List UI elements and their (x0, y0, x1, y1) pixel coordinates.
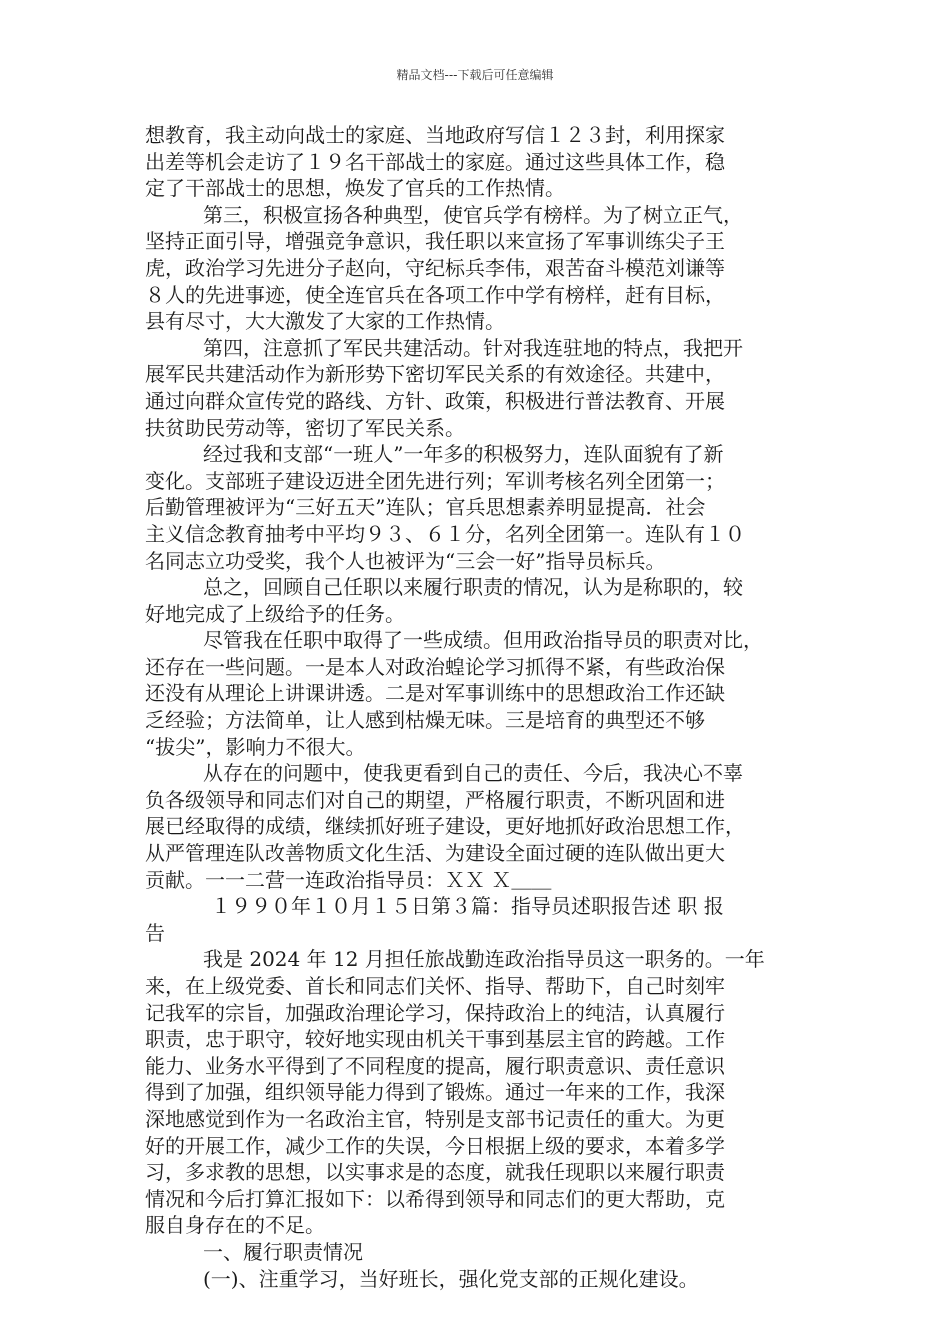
text-line: 能力、业务水平得到了不同程度的提高，履行职责意识、责任意识 (145, 1053, 725, 1078)
text-line: 想教育，我主动向战士的家庭、当地政府写信１２３封，利用探家 (145, 123, 725, 147)
text-line: 好地完成了上级给予的任务。 (145, 601, 405, 626)
text-line: 我是 2024 年 12 月担任旅战勤连政治指导员这一职务的。一年 (203, 947, 765, 972)
text-line: 深地感觉到作为一名政治主官，特别是支部书记责任的重大。为更 (145, 1106, 725, 1131)
text-line: 第三，积极宣扬各种典型，使官兵学有榜样。为了树立正气， (203, 202, 743, 227)
text-line: 名同志立功受奖，我个人也被评为“三会一好”指导员标兵。 (145, 548, 666, 573)
document-body (145, 122, 815, 1292)
text-line: 得到了加强，组织领导能力得到了锻炼。通过一年来的工作，我深 (145, 1080, 725, 1105)
text-line: 负各级领导和同志们对自己的期望，严格履行职责，不断巩固和进 (145, 787, 725, 812)
text-line: 坚持正面引导，增强竞争意识，我任职以来宣扬了军事训练尖子王 (145, 229, 725, 254)
text-line: 服自身存在的不足。 (145, 1213, 325, 1238)
text-line: 来，在上级党委、首长和同志们关怀、指导、帮助下，自己时刻牢 (145, 974, 725, 998)
text-line: 情况和今后打算汇报如下：以希得到领导和同志们的更大帮助，克 (145, 1186, 725, 1211)
text-line: 贡献。一一二营一连政治指导员：ＸＸ Ｘ＿＿ (145, 867, 552, 892)
text-line: 尽管我在任职中取得了一些成绩。但用政治指导员的职责对比， (203, 628, 763, 653)
text-line: 变化。支部班子建设迈进全团先进行列；军训考核名列全团第一； (145, 468, 725, 493)
text-line: 职责，忠于职守，较好地实现由机关干事到基层主官的跨越。工作 (145, 1027, 725, 1052)
text-line: 从存在的问题中，使我更看到自己的责任、今后，我决心不辜 (203, 761, 743, 786)
text-line: 告 (145, 920, 165, 945)
text-line: 通过向群众宣传党的路线、方针、政策，积极进行普法教育、开展 (145, 388, 725, 413)
text-line: 一、履行职责情况 (203, 1239, 363, 1264)
text-line: 后勤管理被评为“三好五天”连队；官兵思想素养明显提高．社会 (145, 495, 706, 520)
text-line: 总之，回顾自己任职以来履行职责的情况，认为是称职的，较 (203, 575, 743, 600)
text-line: 经过我和支部“一班人”一年多的积极努力，连队面貌有了新 (203, 442, 724, 467)
text-line: ８人的先进事迹，使全连官兵在各项工作中学有榜样，赶有目标， (145, 282, 725, 307)
text-line: 出差等机会走访了１９名干部战士的家庭。通过这些具体工作，稳 (145, 149, 725, 174)
text-line: 扶贫助民劳动等，密切了军民关系。 (145, 415, 465, 440)
text-line: 定了干部战士的思想，焕发了官兵的工作热情。 (145, 176, 565, 201)
text-line: 展军民共建活动作为新形势下密切军民关系的有效途径。共建中， (145, 362, 725, 387)
text-line: 好的开展工作，减少工作的失误，今日根据上级的要求，本着多学 (145, 1133, 725, 1158)
text-line: １９９０年１０月１５日第３篇：指导员述职报告述 职 报 (211, 894, 724, 919)
text-line: 还没有从理论上讲课讲透。二是对军事训练中的思想政治工作还缺 (145, 681, 725, 706)
text-line: 第四，注意抓了军民共建活动。针对我连驻地的特点，我把开 (203, 335, 743, 360)
text-line: 县有尽寸，大大激发了大家的工作热情。 (145, 309, 505, 334)
text-line: (一)、注重学习，当好班长，强化党支部的正规化建设。 (203, 1266, 699, 1291)
text-line: 展已经取得的成绩，继续抓好班子建设，更好地抓好政治思想工作， (145, 814, 745, 839)
text-line: 主义信念教育抽考中平均９３、６１分，名列全团第一。连队有１０ (145, 521, 745, 546)
text-line: 习，多求教的思想，以实事求是的态度，就我任现职以来履行职责 (145, 1160, 725, 1185)
text-line: 还存在一些问题。一是本人对政治蝗论学习抓得不紧，有些政治保 (145, 654, 725, 679)
text-line: 乏经验；方法简单，让人感到枯燥无味。三是培育的典型还不够 (145, 708, 705, 733)
text-line: 虎，政治学习先进分子赵向，守纪标兵李伟，艰苦奋斗模范刘谦等 (145, 255, 725, 280)
text-line: “拔尖”，影响力不很大。 (145, 734, 366, 759)
page-header: 精品文档---下载后可任意编辑 (396, 68, 554, 82)
text-line: 从严管理连队改善物质文化生活、为建设全面过硬的连队做出更大 (145, 841, 725, 866)
text-line: 记我军的宗旨，加强政治理论学习，保持政治上的纯洁，认真履行 (145, 1000, 725, 1025)
